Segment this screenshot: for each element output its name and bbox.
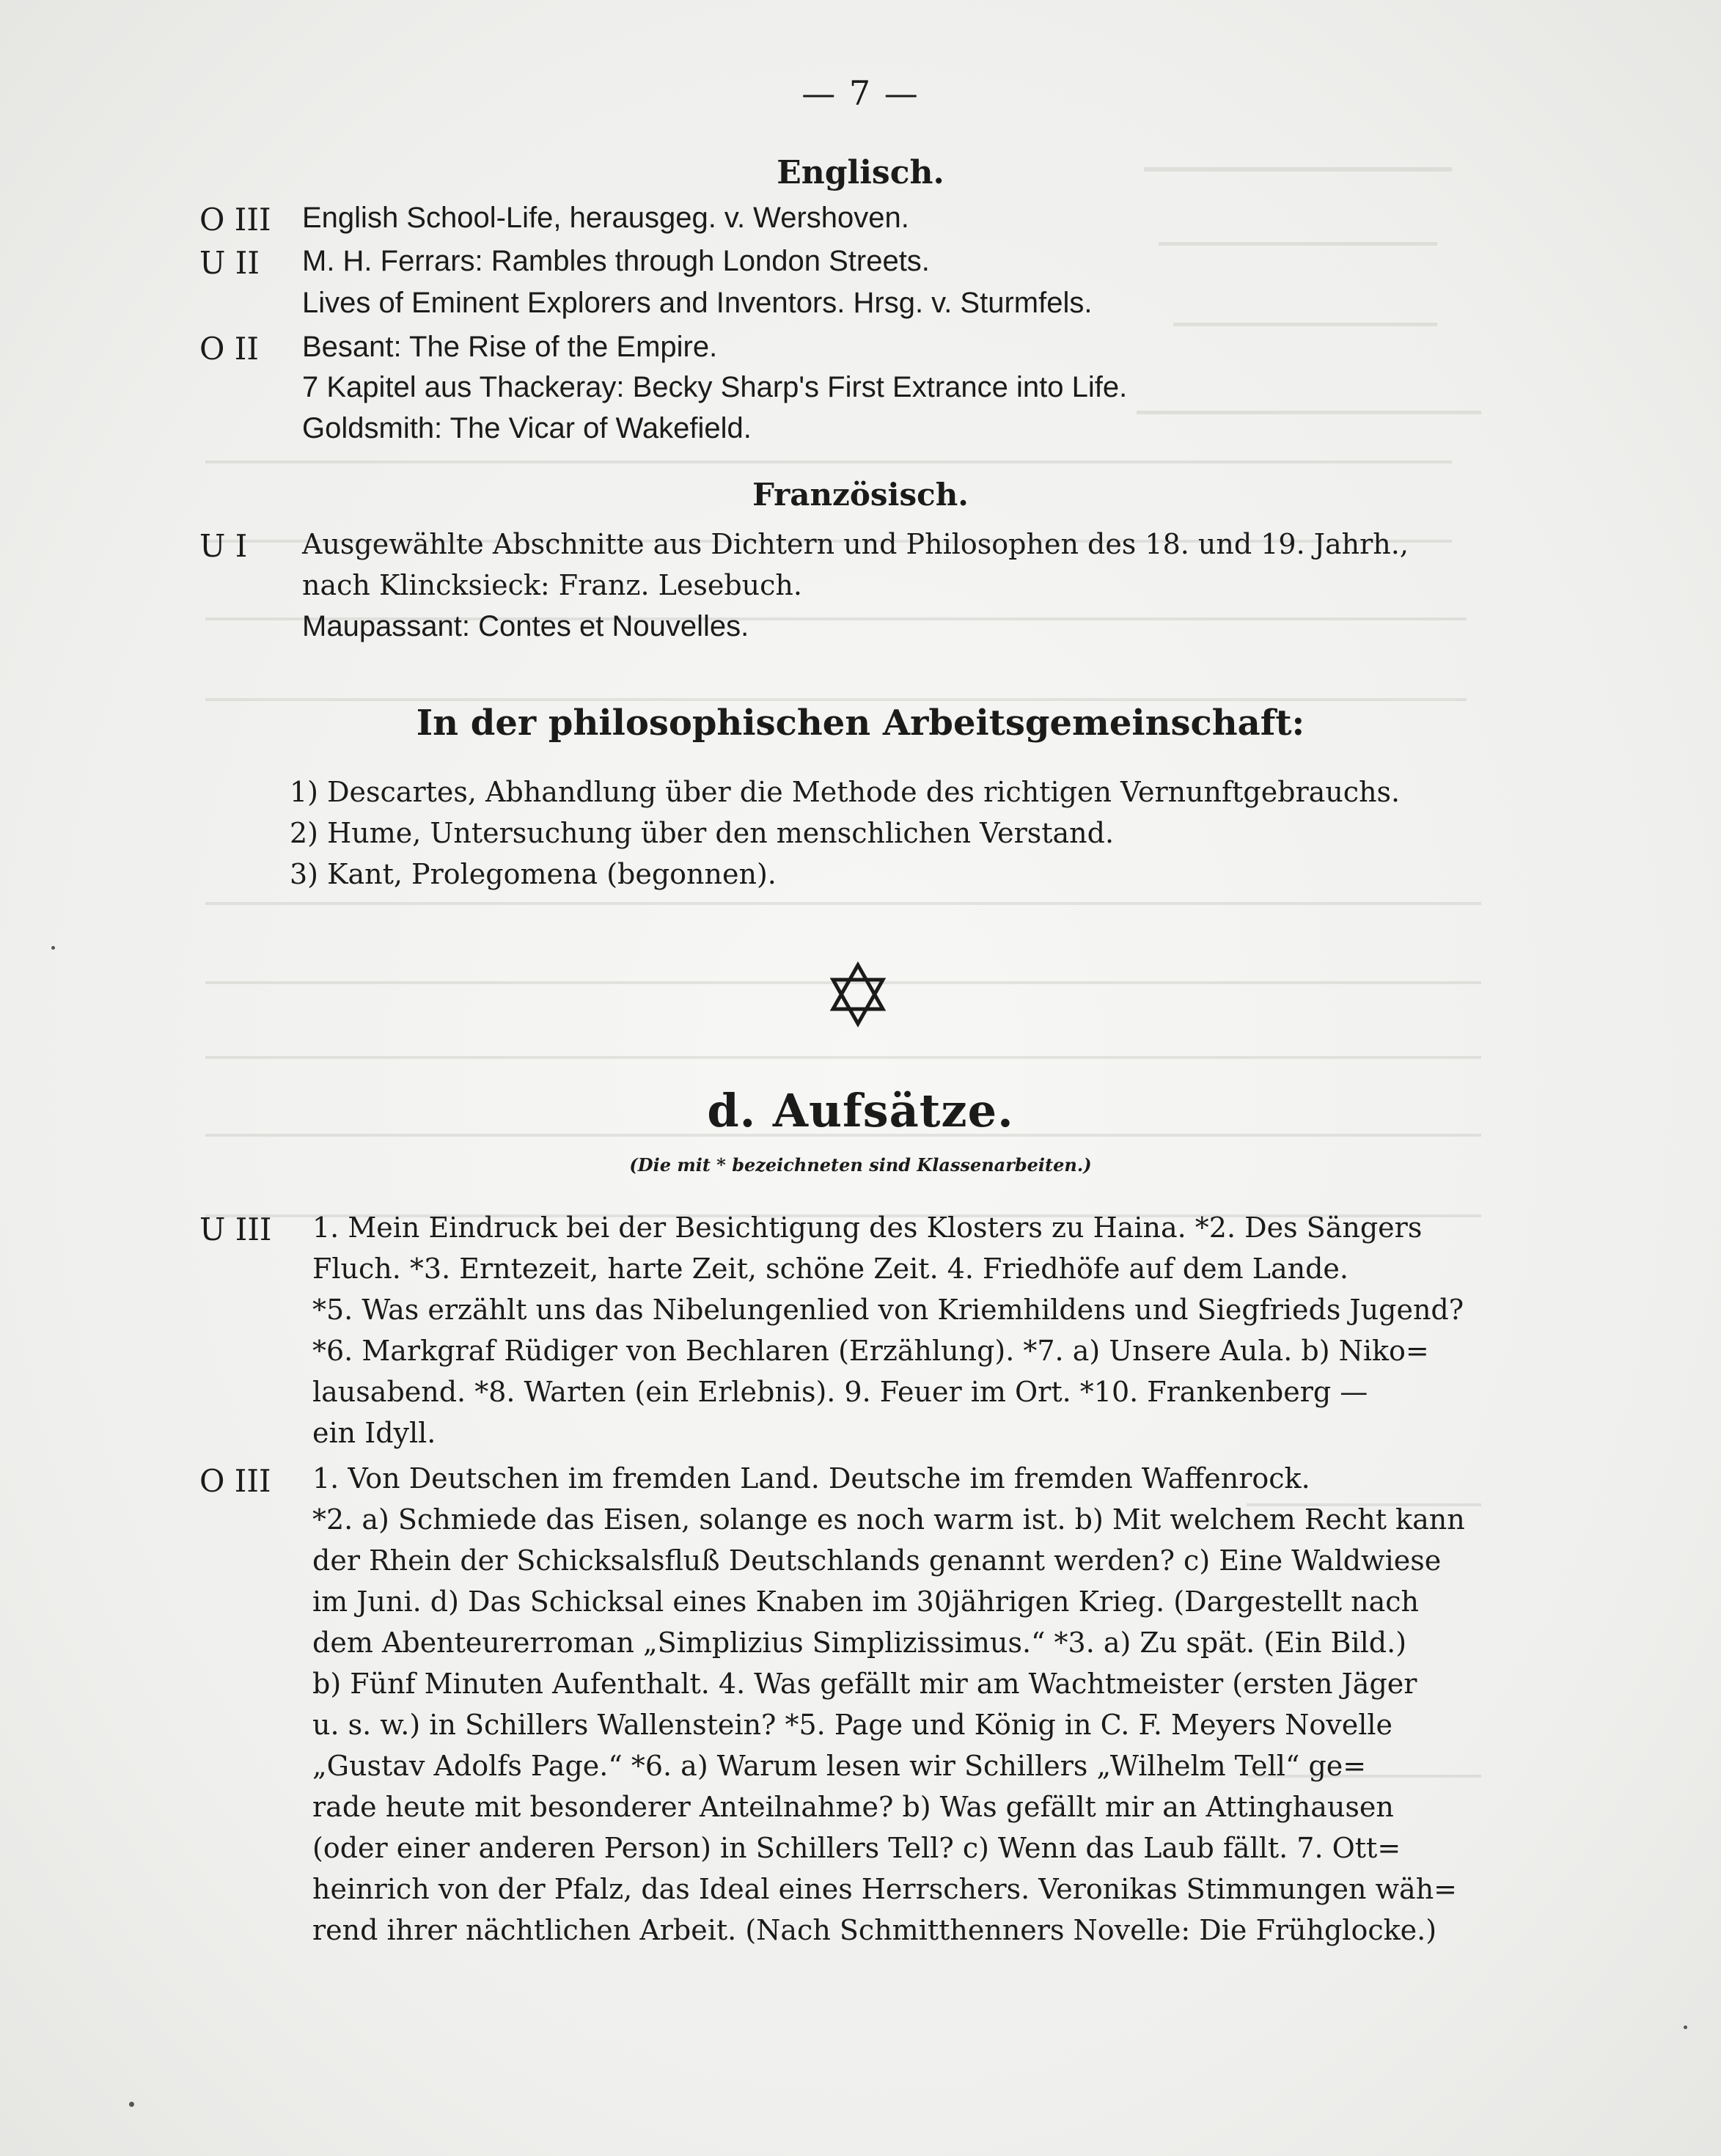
essay-line: der Rhein der Schicksalsfluß Deutschlands genannt werden? c) Eine Waldwiese	[312, 1544, 1442, 1577]
essay-line: 1. Mein Eindruck bei der Besichtigung des Klosters zu Haina. *2. Des Sängers	[312, 1211, 1423, 1244]
class-label: O II	[199, 331, 259, 367]
section-heading-englisch: Englisch.	[777, 154, 944, 191]
section-heading-aufsaetze: d. Aufsätze.	[707, 1084, 1014, 1137]
reading-line: Ausgewählte Abschnitte aus Dichtern und Philosophen des 18. und 19. Jahrh.,	[302, 528, 1409, 560]
reading-line: nach Klincksieck: Franz. Lesebuch.	[302, 569, 802, 601]
essay-line: Fluch. *3. Erntezeit, harte Zeit, schöne Zeit. 4. Friedhöfe auf dem Lande.	[312, 1253, 1348, 1285]
reading-line: 2) Hume, Untersuchung über den menschlichen Verstand.	[290, 817, 1115, 849]
reading-line: Besant: The Rise of the Empire.	[302, 331, 718, 363]
essay-line: ein Idyll.	[312, 1417, 436, 1449]
essay-line: im Juni. d) Das Schicksal eines Knaben im 30jährigen Krieg. (Dargestellt nach	[312, 1585, 1420, 1618]
class-label: U II	[199, 245, 260, 281]
reading-line: Goldsmith: The Vicar of Wakefield.	[302, 412, 752, 444]
class-label: U I	[199, 528, 248, 564]
star-ornament-icon	[814, 950, 902, 1038]
speck	[51, 946, 55, 950]
essay-line: *5. Was erzählt uns das Nibelungenlied von Kriemhildens und Siegfrieds Jugend?	[312, 1294, 1464, 1326]
essay-line: (oder einer anderen Person) in Schillers Tell? c) Wenn das Laub fällt. 7. Ott=	[312, 1832, 1401, 1864]
speck	[1684, 2025, 1687, 2029]
reading-line: 7 Kapitel aus Thackeray: Becky Sharp's First Extrance into Life.	[302, 371, 1128, 403]
essay-line: rade heute mit besonderer Anteilnahme? b) Was gefällt mir an Attinghausen	[312, 1791, 1394, 1823]
reading-line: English School-Life, herausgeg. v. Wershoven.	[302, 202, 909, 234]
reading-line: Lives of Eminent Explorers and Inventors. Hrsg. v. Sturmfels.	[302, 287, 1093, 319]
essay-line: 1. Von Deutschen im fremden Land. Deutsche im fremden Waffenrock.	[312, 1462, 1310, 1495]
essay-line: lausabend. *8. Warten (ein Erlebnis). 9. Feuer im Ort. *10. Frankenberg —	[312, 1376, 1368, 1408]
reading-line: Maupassant: Contes et Nouvelles.	[302, 610, 749, 642]
section-heading-franzoesisch: Französisch.	[752, 477, 969, 513]
class-label: O III	[199, 1463, 271, 1499]
reading-line: M. H. Ferrars: Rambles through London Streets.	[302, 245, 930, 277]
essay-line: rend ihrer nächtlichen Arbeit. (Nach Schmitthenners Novelle: Die Frühglocke.)	[312, 1914, 1437, 1946]
class-label: O III	[199, 202, 271, 238]
essay-list-o3	[312, 1458, 1478, 1951]
essay-line: *6. Markgraf Rüdiger von Bechlaren (Erzählung). *7. a) Unsere Aula. b) Niko=	[312, 1335, 1429, 1367]
essay-line: dem Abenteurerroman „Simplizius Simplizissimus.“ *3. a) Zu spät. (Ein Bild.)	[312, 1627, 1407, 1659]
page-number: — 7 —	[801, 73, 920, 113]
reading-line: 3) Kant, Prolegomena (begonnen).	[290, 858, 777, 890]
class-label: U III	[199, 1211, 272, 1247]
essay-line: heinrich von der Pfalz, das Ideal eines Herrschers. Veronikas Stimmungen wäh=	[312, 1873, 1458, 1905]
reading-line: 1) Descartes, Abhandlung über die Methode des richtigen Vernunftgebrauchs.	[290, 776, 1401, 808]
section-note: (Die mit * bezeichneten sind Klassenarbeiten.)	[629, 1154, 1092, 1176]
essay-line: u. s. w.) in Schillers Wallenstein? *5. Page und König in C. F. Meyers Novelle	[312, 1709, 1393, 1741]
essay-list-u3	[312, 1207, 1478, 1453]
essay-line: *2. a) Schmiede das Eisen, solange es noch warm ist. b) Mit welchem Recht kann	[312, 1503, 1465, 1536]
essay-line: „Gustav Adolfs Page.“ *6. a) Warum lesen wir Schillers „Wilhelm Tell“ ge=	[312, 1750, 1367, 1782]
section-heading-philosophie: In der philosophischen Arbeitsgemeinschaft:	[416, 703, 1305, 744]
essay-line: b) Fünf Minuten Aufenthalt. 4. Was gefällt mir am Wachtmeister (ersten Jäger	[312, 1668, 1417, 1700]
speck	[129, 2102, 134, 2107]
